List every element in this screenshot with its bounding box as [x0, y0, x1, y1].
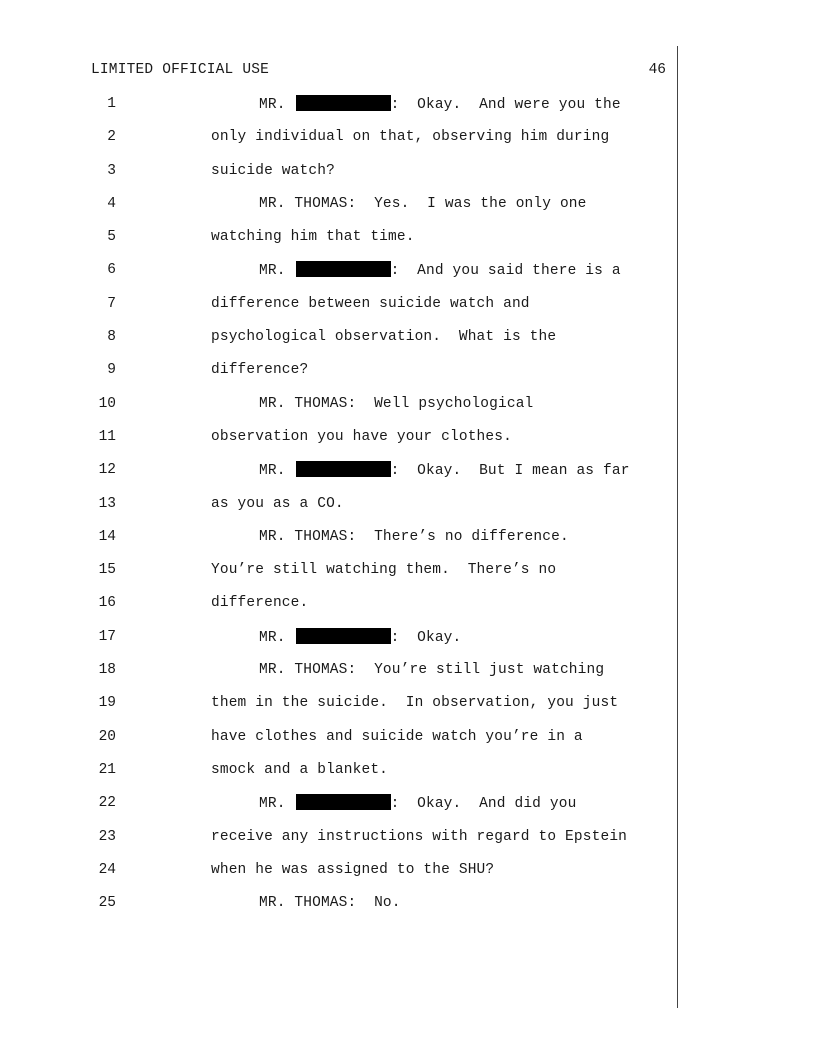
line-text [259, 195, 587, 213]
line-text [211, 361, 308, 379]
speaker-prefix: MR. [259, 796, 286, 813]
line-content: when he was assigned to the SHU? [211, 861, 495, 878]
line-content: suicide watch? [211, 162, 335, 179]
transcript-line [0, 794, 816, 827]
line-number: 16 [98, 595, 116, 612]
transcript-line [0, 328, 816, 361]
line-number: 4 [107, 195, 116, 212]
line-text [211, 728, 583, 746]
line-number: 23 [98, 828, 116, 845]
line-content: : Okay. [390, 629, 462, 646]
line-text [259, 794, 576, 813]
transcript-line [0, 295, 816, 328]
line-number: 12 [98, 462, 116, 479]
line-text [211, 162, 335, 180]
line-number: 15 [98, 562, 116, 579]
transcript-line [0, 361, 816, 394]
line-number: 21 [98, 761, 116, 778]
line-content: difference. [211, 595, 309, 612]
transcript-line [0, 228, 816, 261]
transcript-line [0, 261, 816, 294]
line-text [211, 861, 494, 879]
line-number: 10 [98, 395, 116, 412]
line-text [211, 328, 556, 346]
line-number: 1 [107, 96, 116, 112]
line-content: watching him that time. [211, 229, 415, 246]
line-number: 22 [98, 795, 116, 812]
line-number: 11 [98, 428, 116, 445]
line-number: 13 [98, 495, 116, 512]
transcript-line [0, 162, 816, 195]
line-text [211, 295, 530, 313]
transcript-line [0, 761, 816, 794]
transcript-line [0, 594, 816, 627]
line-content: them in the suicide. In observation, you just [211, 695, 619, 712]
line-content: psychological observation. What is the [211, 329, 557, 346]
line-content: : And you said there is a [390, 263, 621, 280]
line-number: 18 [98, 662, 116, 679]
line-content: observation you have your clothes. [211, 428, 512, 445]
line-number: 3 [107, 162, 116, 179]
line-text [211, 495, 344, 513]
line-content: difference between suicide watch and [211, 295, 530, 312]
line-content: MR. THOMAS: You’re still just watching [259, 662, 605, 679]
page-number: 46 [648, 62, 666, 78]
transcript-line [0, 894, 816, 927]
line-text [211, 128, 609, 146]
line-number: 14 [98, 528, 116, 545]
transcript-line [0, 128, 816, 161]
line-text [259, 261, 621, 280]
line-number: 2 [107, 129, 116, 146]
line-content: receive any instructions with regard to Epstein [211, 828, 628, 845]
line-content: You’re still watching them. There’s no [211, 562, 557, 579]
line-content: MR. THOMAS: No. [259, 895, 401, 912]
line-content: : Okay. And were you the [390, 97, 621, 113]
line-text [211, 761, 388, 779]
speaker-prefix: MR. [259, 463, 286, 480]
line-text [211, 228, 415, 246]
line-content: MR. THOMAS: Well psychological [259, 395, 534, 412]
line-text [211, 594, 308, 612]
line-text [259, 894, 401, 912]
line-number: 19 [98, 695, 116, 712]
line-text [259, 528, 569, 546]
transcript-line [0, 828, 816, 861]
transcript-line [0, 528, 816, 561]
line-content: MR. THOMAS: Yes. I was the only one [259, 195, 587, 212]
transcript-line [0, 661, 816, 694]
line-number: 20 [98, 728, 116, 745]
line-text [259, 661, 604, 679]
line-number: 8 [107, 329, 116, 346]
line-number: 24 [98, 861, 116, 878]
line-number: 7 [107, 295, 116, 312]
line-text [211, 428, 512, 446]
transcript-line [0, 428, 816, 461]
speaker-prefix: MR. [259, 97, 286, 113]
line-text [259, 628, 461, 647]
transcript-line [0, 395, 816, 428]
line-content: MR. THOMAS: There’s no difference. [259, 528, 569, 545]
line-content: only individual on that, observing him during [211, 129, 610, 146]
speaker-prefix: MR. [259, 629, 286, 646]
line-content: smock and a blanket. [211, 761, 389, 778]
transcript-line [0, 694, 816, 727]
line-number: 6 [107, 262, 116, 279]
line-text [211, 561, 556, 579]
redaction-box [296, 95, 391, 111]
transcript-line [0, 728, 816, 761]
line-content: difference? [211, 362, 309, 379]
line-number: 9 [107, 362, 116, 379]
line-text [259, 395, 533, 413]
line-content: have clothes and suicide watch you’re in a [211, 728, 583, 745]
redaction-box [296, 261, 391, 277]
transcript-line [0, 561, 816, 594]
line-text [211, 828, 627, 846]
transcript-line [0, 628, 816, 661]
line-number: 5 [107, 229, 116, 246]
line-text [211, 694, 618, 712]
classification-header: LIMITED OFFICIAL USE [91, 62, 270, 78]
transcript-line [0, 495, 816, 528]
line-number: 17 [98, 628, 116, 645]
line-number: 25 [98, 895, 116, 912]
line-text [259, 95, 621, 114]
transcript-line [0, 195, 816, 228]
transcript-line [0, 461, 816, 494]
redaction-box [296, 461, 391, 477]
line-content: as you as a CO. [211, 495, 344, 512]
redaction-box [296, 628, 391, 644]
transcript-line [0, 95, 816, 128]
line-text [259, 461, 630, 480]
transcript-lines [0, 95, 816, 927]
line-content: : Okay. But I mean as far [390, 463, 630, 480]
speaker-prefix: MR. [259, 263, 286, 280]
transcript-line [0, 861, 816, 894]
line-content: : Okay. And did you [390, 796, 577, 813]
redaction-box [296, 794, 391, 810]
